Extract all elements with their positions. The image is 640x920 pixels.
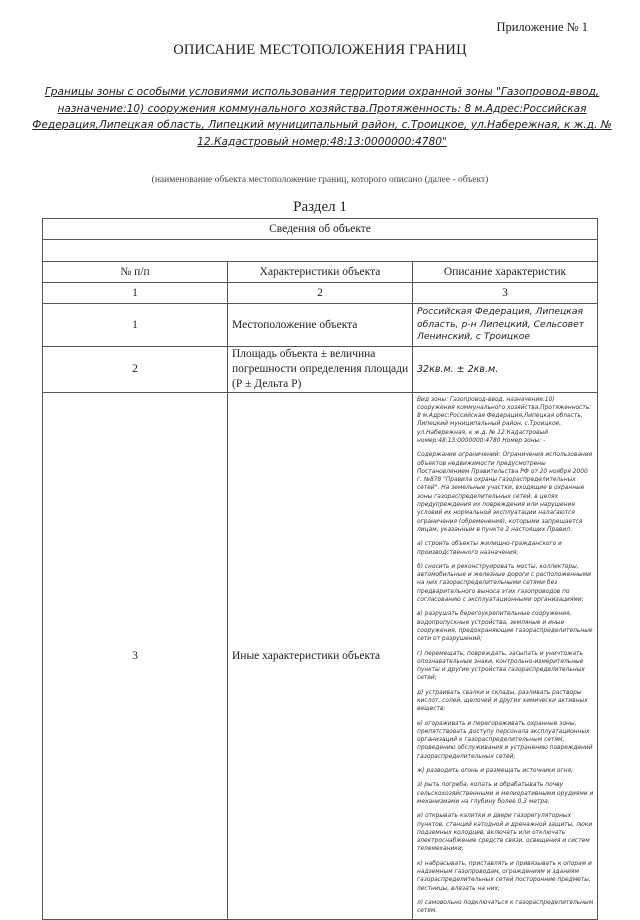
object-info-table [42, 218, 598, 920]
object-name-caption: (наименование объекта местоположение границ, которого описано (далее - объект) [151, 175, 489, 185]
table-spacer-row [43, 240, 598, 262]
column-numbers-row [43, 283, 598, 304]
restriction-paragraph: Содержание ограничений: Ограничения использования объектов недвижимости предусмотрены Постановлением Правительства РФ от 20 ноября 2000 г. №878 "Правила охраны газораспределительных сетей". На земельные участки, входящие в охранные зоны газораспределительных сетей, в целях предупреждения их повреждения или нарушения условий их нормальной эксплуатации налагаются ограничения (обременения), которыми запрещается лицам, указанным в пункте 2 настоящих Правил: [417, 452, 593, 533]
column-header-characteristic: Характеристики объекта [228, 262, 413, 283]
row-number: 2 [43, 346, 228, 392]
restriction-paragraph: в) разрушать берегоукрепительные сооружения, водопропускные устройства, земляные и иные сооружения, предохраняющие газораспределительные сети от разрушений; [417, 611, 593, 643]
table-row [43, 392, 598, 919]
row-value: 32кв.м. ± 2кв.м. [413, 346, 598, 392]
restriction-paragraph: Вид зоны: Газопровод-ввод, назначение:10) сооружения коммунального хозяйства.Протяженность: 8 м.Адрес:Российская Федерация,Липецкая область, Липецкий муниципальный район, с.Троицкое, ул.Набережная, к ж.д. № 12.Кадастровый номер:48:13:0000000:4780 Номер зоны: - [417, 396, 592, 444]
row-characteristic: Местоположение объекта [228, 304, 413, 347]
restriction-paragraph: к) набрасывать, приставлять и привязывать к опорам и надземным газопроводам, ограждениям и зданиям газораспределительных сетей посторонние предметы, лестницы, влезать на них; [417, 860, 592, 892]
table-row [43, 304, 598, 347]
row-number: 1 [43, 304, 228, 347]
column-number: 3 [413, 283, 598, 304]
section-heading: Раздел 1 [293, 199, 347, 215]
restriction-paragraph: ж) разводить огонь и размещать источники огня; [417, 768, 573, 775]
row-number: 3 [43, 392, 228, 919]
column-header-number: № п/п [43, 262, 228, 283]
table-header-row [43, 262, 598, 283]
zone-description: Границы зоны с особыми условиями использования территории охранной зоны "Газопровод-ввод, назначение:10) сооружения коммунального хозяйства.Протяженность: 8 м.Адрес:Российская Федерация,Липецкая область, Липецкий муниципальный район, с.Троицкое, ул.Набережная, к ж.д. № 12.Кадастровый номер:48:13:0000000:4780" [32, 86, 612, 148]
table-row [43, 346, 598, 392]
table-title: Сведения об объекте [43, 219, 598, 240]
empty-cell [43, 240, 598, 262]
restriction-paragraph: д) устраивать свалки и склады, разливать растворы кислот, солей, щелочей и других химически активных веществ; [417, 689, 588, 713]
table-title-row [43, 219, 598, 240]
restriction-paragraph: л) самовольно подключаться к газораспределительным сетям. [417, 899, 594, 915]
restriction-paragraph: а) строить объекты жилищно-гражданского и производственного назначения; [417, 541, 562, 556]
row-characteristic: Площадь объекта ± величина погрешности определения площади (Р ± Дельта Р) [228, 346, 413, 392]
appendix-label: Приложение № 1 [496, 20, 588, 34]
restriction-paragraph: г) перемещать, повреждать, засыпать и уничтожать опознавательные знаки, контрольно-измерительные пункты и другие устройства газораспределительных сетей; [417, 650, 585, 682]
document-title: ОПИСАНИЕ МЕСТОПОЛОЖЕНИЯ ГРАНИЦ [173, 42, 467, 58]
row-value-long-text [413, 392, 598, 919]
restriction-paragraph: е) огораживать и перегораживать охранные зоны, препятствовать доступу персонала эксплуатационных организаций к газораспределительным сетям, проведению обслуживания и устранению повреждений газораспределительных сетей; [417, 720, 593, 760]
restriction-paragraph: з) рыть погреба, копать и обрабатывать почву сельскохозяйственными и мелиоративными орудиями и механизмами на глубину более 0,3 метра; [417, 782, 594, 805]
row-characteristic: Иные характеристики объекта [228, 392, 413, 919]
column-header-description: Описание характеристик [413, 262, 598, 283]
row-value: Российская Федерация, Липецкая область, р-н Липецкий, Сельсовет Ленинский, с Троицкое [413, 304, 598, 347]
column-number: 2 [228, 283, 413, 304]
column-number: 1 [43, 283, 228, 304]
restriction-paragraph: и) открывать калитки и двери газорегуляторных пунктов, станций катодной и дренажной защиты, люки подземных колодцев, включать или отключать электроснабжение средств связи, освещения и систем телемеханики; [417, 813, 593, 853]
restriction-paragraph: б) сносить и реконструировать мосты, коллекторы, автомобильные и железные дороги с расположенными на них газораспределительными сетями без предварительного выноса этих газопроводов по согласованию с эксплуатационными организациями; [417, 563, 591, 604]
